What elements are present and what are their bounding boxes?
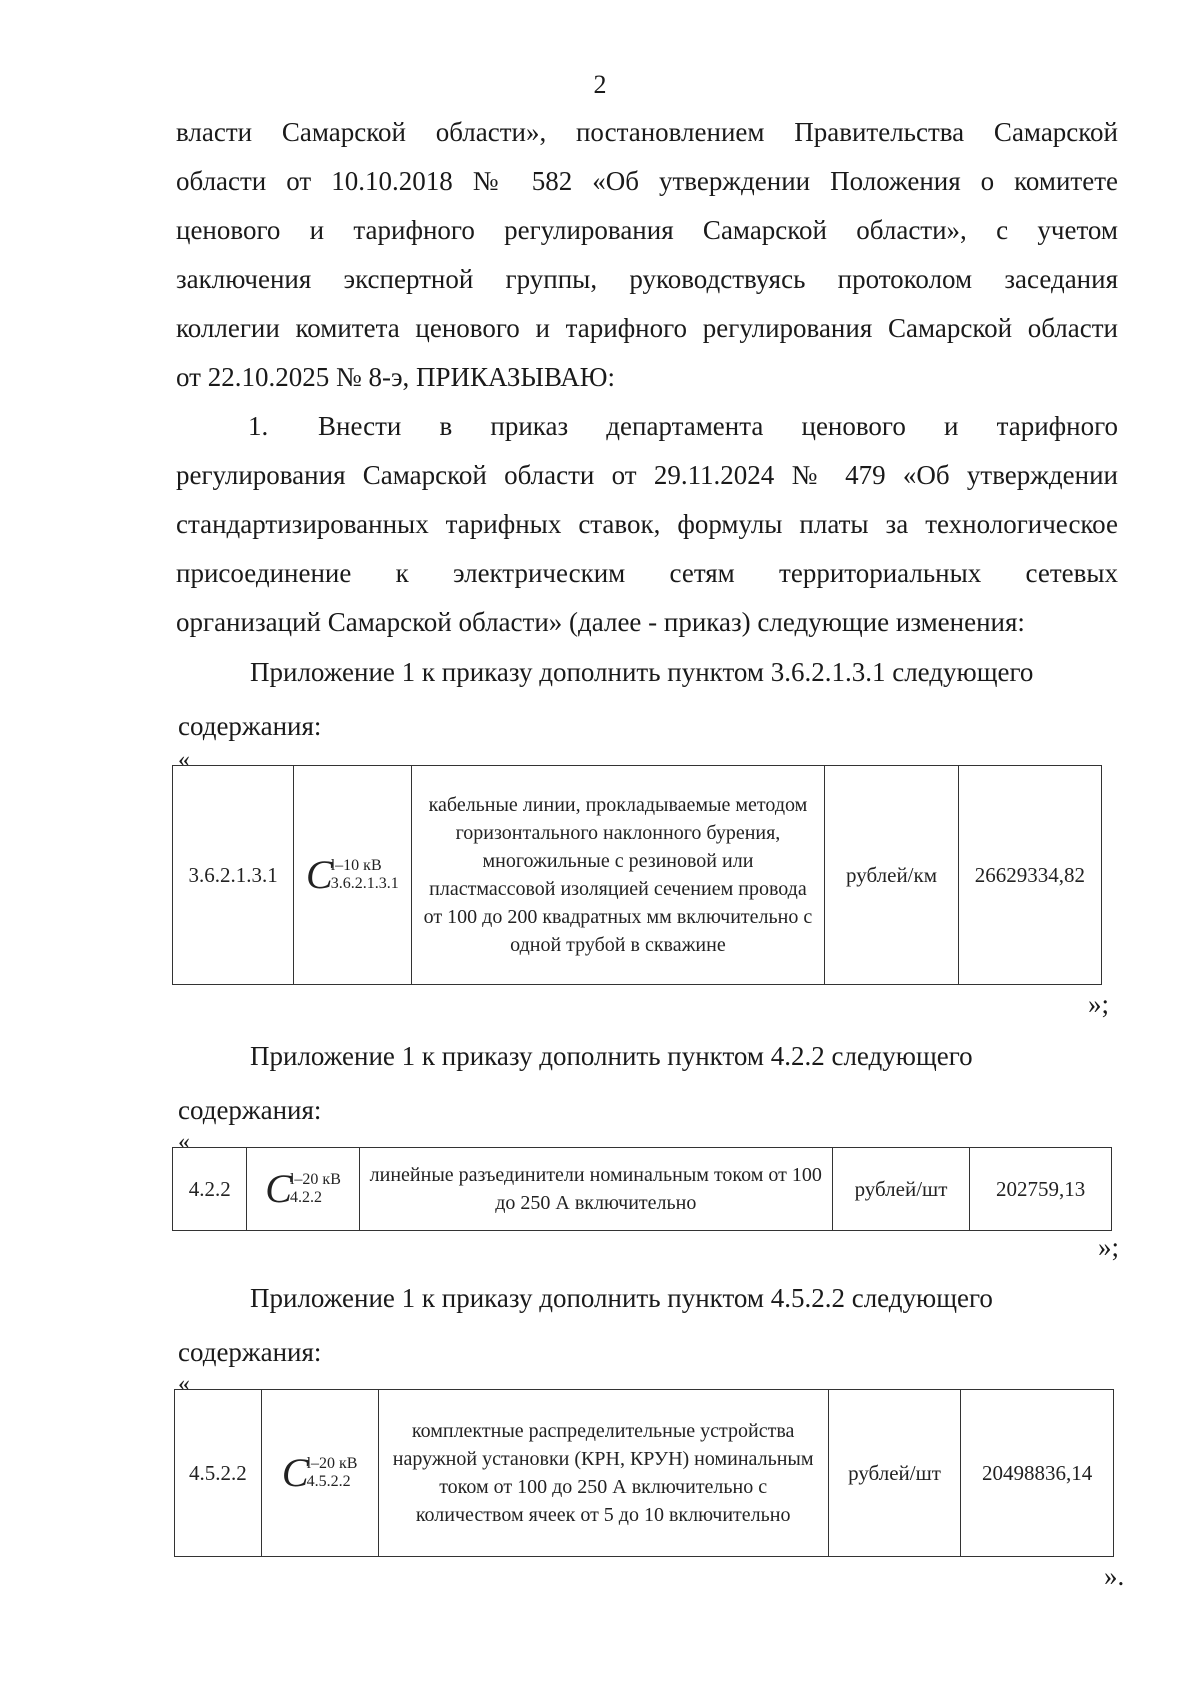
item-code: 4.5.2.2 <box>175 1390 262 1557</box>
content-label-2: содержания: <box>178 1095 322 1125</box>
item-unit: рублей/км <box>825 766 958 985</box>
item-unit: рублей/шт <box>828 1390 960 1557</box>
close-quote-1: »; <box>1088 989 1110 1019</box>
item-description: линейные разъединители номинальным током от 100 до 250 А включительно <box>359 1148 832 1231</box>
tariff-formula <box>265 1166 341 1211</box>
appendix-intro-3: Приложение 1 к приказу дополнить пунктом 4.5.2.2 следующего <box>250 1283 993 1313</box>
page-number: 2 <box>593 70 607 99</box>
item-description: кабельные линии, прокладываемые методом горизонтального наклонного бурения, многожильные с резиновой или пластмассовой изоляцией сечением провода от 100 до 200 квадратных мм включительно с одной трубой в скважине <box>411 766 825 985</box>
paragraph-line: заключения экспертной группы, руководствуясь протоколом заседания <box>176 264 1118 294</box>
appendix-intro-2: Приложение 1 к приказу дополнить пунктом 4.2.2 следующего <box>250 1041 973 1071</box>
table-row <box>173 766 1102 985</box>
formula-symbol: C <box>265 1166 292 1211</box>
tariff-table-2 <box>172 1147 1112 1231</box>
open-quote-1: « <box>178 747 190 773</box>
formula-cell <box>294 766 411 985</box>
formula-cell <box>261 1390 378 1557</box>
paragraph-line: области от 10.10.2018 № 582 «Об утверждении Положения о комитете <box>176 166 1118 196</box>
tariff-formula <box>281 1450 358 1495</box>
item-code: 4.2.2 <box>173 1148 247 1231</box>
appendix-intro-1: Приложение 1 к приказу дополнить пунктом 3.6.2.1.3.1 следующего <box>250 657 1034 687</box>
paragraph-line: присоединение к электрическим сетям территориальных сетевых <box>176 558 1118 588</box>
item-1-number: 1. <box>248 411 269 441</box>
paragraph-line: ценового и тарифного регулирования Самарской области», с учетом <box>176 215 1118 245</box>
paragraph-line: от 22.10.2025 № 8-э, ПРИКАЗЫВАЮ: <box>176 362 616 392</box>
tariff-table-1 <box>172 765 1102 985</box>
formula-superscript: l–20 кВ <box>306 1455 358 1472</box>
item-1-first-line <box>176 402 1118 451</box>
item-1-text: Внести в приказ департамента ценового и тарифного <box>318 411 1118 441</box>
item-description: комплектные распределительные устройства наружной установки (КРН, КРУН) номинальным током от 100 до 250 А включительно с количеством ячеек от 5 до 10 включительно <box>378 1390 828 1557</box>
formula-superscript: l–20 кВ <box>289 1171 341 1188</box>
item-value: 202759,13 <box>970 1148 1112 1231</box>
paragraph-line: коллегии комитета ценового и тарифного регулирования Самарской области <box>176 313 1118 343</box>
formula-subscript: 4.2.2 <box>289 1189 322 1206</box>
close-quote-2: »; <box>1098 1232 1120 1262</box>
formula-cell <box>247 1148 359 1231</box>
table-row <box>173 1148 1112 1231</box>
open-quote-2: « <box>178 1129 190 1155</box>
item-value: 26629334,82 <box>958 766 1101 985</box>
item-value: 20498836,14 <box>961 1390 1114 1557</box>
item-unit: рублей/шт <box>832 1148 969 1231</box>
formula-subscript: 3.6.2.1.3.1 <box>330 875 399 892</box>
paragraph-line: организаций Самарской области» (далее - приказ) следующие изменения: <box>176 607 1025 637</box>
tariff-table-3 <box>174 1389 1114 1557</box>
paragraph-line: власти Самарской области», постановлением Правительства Самарской <box>176 117 1118 147</box>
item-code: 3.6.2.1.3.1 <box>173 766 294 985</box>
close-quote-3: ». <box>1104 1561 1125 1591</box>
table-row <box>175 1390 1114 1557</box>
document-body <box>176 108 1118 647</box>
formula-symbol: C <box>306 852 333 897</box>
content-label-1: содержания: <box>178 711 322 741</box>
paragraph-line: регулирования Самарской области от 29.11.2024 № 479 «Об утверждении <box>176 460 1118 490</box>
content-label-3: содержания: <box>178 1337 322 1367</box>
formula-superscript: l–10 кВ <box>330 857 382 874</box>
formula-subscript: 4.5.2.2 <box>306 1473 351 1490</box>
tariff-formula <box>306 852 399 897</box>
open-quote-3: « <box>178 1371 190 1397</box>
paragraph-line: стандартизированных тарифных ставок, формулы платы за технологическое <box>176 509 1118 539</box>
formula-symbol: C <box>281 1450 309 1495</box>
